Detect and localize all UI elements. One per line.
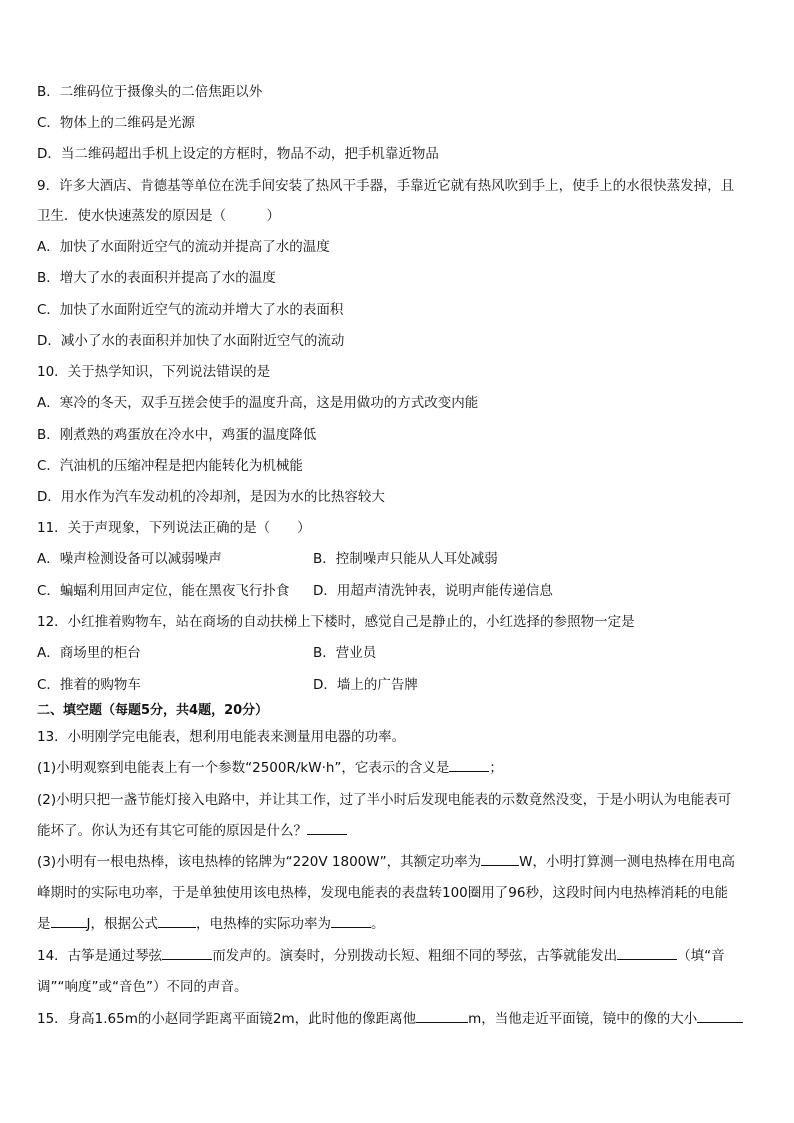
answer-blank[interactable] xyxy=(158,914,196,928)
q11-option-a: A．噪声检测设备可以减弱噪声 xyxy=(37,551,222,567)
q11-options-row2 xyxy=(37,581,553,601)
q10-stem: 10．关于热学知识，下列说法错误的是 xyxy=(37,364,271,380)
q15-text-a: 15．身高1.65m的小赵同学距离平面镜2m，此时他的像距离他 xyxy=(37,1011,417,1027)
q13-part2-line2 xyxy=(37,821,347,841)
answer-blank[interactable] xyxy=(416,1009,468,1023)
answer-blank[interactable] xyxy=(331,914,371,928)
q13-part3-line2: 峰期时的实际电功率，于是单独使用该电热棒，发现电能表的表盘转100圈用了96秒，这段时间内电热棒消耗的电能 xyxy=(37,885,728,901)
q13-part3-line3 xyxy=(37,914,384,934)
q10-option-b: B．刚煮熟的鸡蛋放在冷水中，鸡蛋的温度降低 xyxy=(37,427,317,443)
q8-option-c: C．物体上的二维码是光源 xyxy=(37,115,195,131)
q14-line1 xyxy=(37,946,725,966)
q13-part3-line1 xyxy=(37,852,735,872)
q11-stem: 11．关于声现象，下列说法正确的是（ ） xyxy=(37,520,311,536)
q9-stem-line2: 卫生．使水快速蒸发的原因是（ ） xyxy=(37,208,280,224)
q13-part3-text-d: J，根据公式 xyxy=(86,916,158,932)
q12-stem: 12．小红推着购物车，站在商场的自动扶梯上下楼时，感觉自己是静止的，小红选择的参照物一定是 xyxy=(37,614,635,630)
q13-part3-text-e: ，电热棒的实际功率为 xyxy=(195,916,331,932)
q11-options-row1 xyxy=(37,549,498,569)
q13-part3-text-a: (3)小明有一根电热棒，该电热棒的铭牌为“220V 1800W”，其额定功率为 xyxy=(37,854,482,870)
q13-part1-end: ； xyxy=(489,760,503,776)
q12-option-a: A．商场里的柜台 xyxy=(37,645,141,661)
answer-blank[interactable] xyxy=(449,758,489,772)
q8-option-b: B．二维码位于摄像头的二倍焦距以外 xyxy=(37,84,263,100)
q12-option-c: C．推着的购物车 xyxy=(37,677,141,693)
answer-blank[interactable] xyxy=(481,852,519,866)
answer-blank[interactable] xyxy=(697,1009,743,1023)
q12-option-b: B．营业员 xyxy=(313,645,377,661)
q13-part1-text: (1)小明观察到电能表上有一个参数“2500R/kW·h”，它表示的含义是 xyxy=(37,760,450,776)
section-heading-fill-in: 二、填空题（每题5分，共4题，20分） xyxy=(37,703,269,718)
q13-part2-text: 能坏了。你认为还有其它可能的原因是什么？ xyxy=(37,823,307,839)
q12-option-d: D．墙上的广告牌 xyxy=(313,677,418,693)
q10-option-c: C．汽油机的压缩冲程是把内能转化为机械能 xyxy=(37,458,303,474)
q13-part3-text-f: 。 xyxy=(370,916,385,932)
q9-option-a: A．加快了水面附近空气的流动并提高了水的温度 xyxy=(37,239,330,255)
q14-text-a: 14．古筝是通过琴弦 xyxy=(37,948,163,964)
q15-line1 xyxy=(37,1009,743,1029)
answer-blank[interactable] xyxy=(51,914,87,928)
q13-part3-text-b: W，小明打算测一测电热棒在用电高 xyxy=(519,854,735,870)
q14-text-b: 而发声的。演奏时，分别拨动长短、粗细不同的琴弦，古筝就能发出 xyxy=(212,948,618,964)
q12-options-row1 xyxy=(37,643,377,663)
q9-option-d: D．减小了水的表面积并加快了水面附近空气的流动 xyxy=(37,333,345,349)
q13-part1 xyxy=(37,758,503,778)
q11-option-d: D．用超声清洗钟表，说明声能传递信息 xyxy=(313,583,553,599)
q9-option-c: C．加快了水面附近空气的流动并增大了水的表面积 xyxy=(37,302,344,318)
q11-option-c: C．蝙蝠利用回声定位，能在黑夜飞行扑食 xyxy=(37,583,290,599)
q13-part3-text-c: 是 xyxy=(37,916,51,932)
q11-option-b: B．控制噪声只能从人耳处减弱 xyxy=(313,551,498,567)
q10-option-d: D．用水作为汽车发动机的冷却剂，是因为水的比热容较大 xyxy=(37,489,385,505)
q14-text-c: （填“音 xyxy=(677,948,725,964)
answer-blank[interactable] xyxy=(307,821,347,835)
q13-part2-line1: (2)小明只把一盏节能灯接入电路中，并让其工作，过了半小时后发现电能表的示数竟然没变，于是小明认为电能表可 xyxy=(37,792,732,808)
q8-option-d: D．当二维码超出手机上设定的方框时，物品不动，把手机靠近物品 xyxy=(37,146,439,162)
q9-option-b: B．增大了水的表面积并提高了水的温度 xyxy=(37,270,276,286)
q13-stem: 13．小明刚学完电能表，想利用电能表来测量用电器的功率。 xyxy=(37,729,406,745)
answer-blank[interactable] xyxy=(617,946,677,960)
q15-text-b: m，当他走近平面镜，镜中的像的大小 xyxy=(468,1011,698,1027)
q12-options-row2 xyxy=(37,675,418,695)
q10-option-a: A．寒冷的冬天，双手互搓会使手的温度升高，这是用做功的方式改变内能 xyxy=(37,395,479,411)
q14-line2: 调”“响度”或“音色”）不同的声音。 xyxy=(37,979,248,995)
answer-blank[interactable] xyxy=(162,946,212,960)
q9-stem-line1: 9．许多大酒店、肯德基等单位在洗手间安装了热风干手器，手靠近它就有热风吹到手上，使手上的水很快蒸发掉，且 xyxy=(37,178,735,194)
